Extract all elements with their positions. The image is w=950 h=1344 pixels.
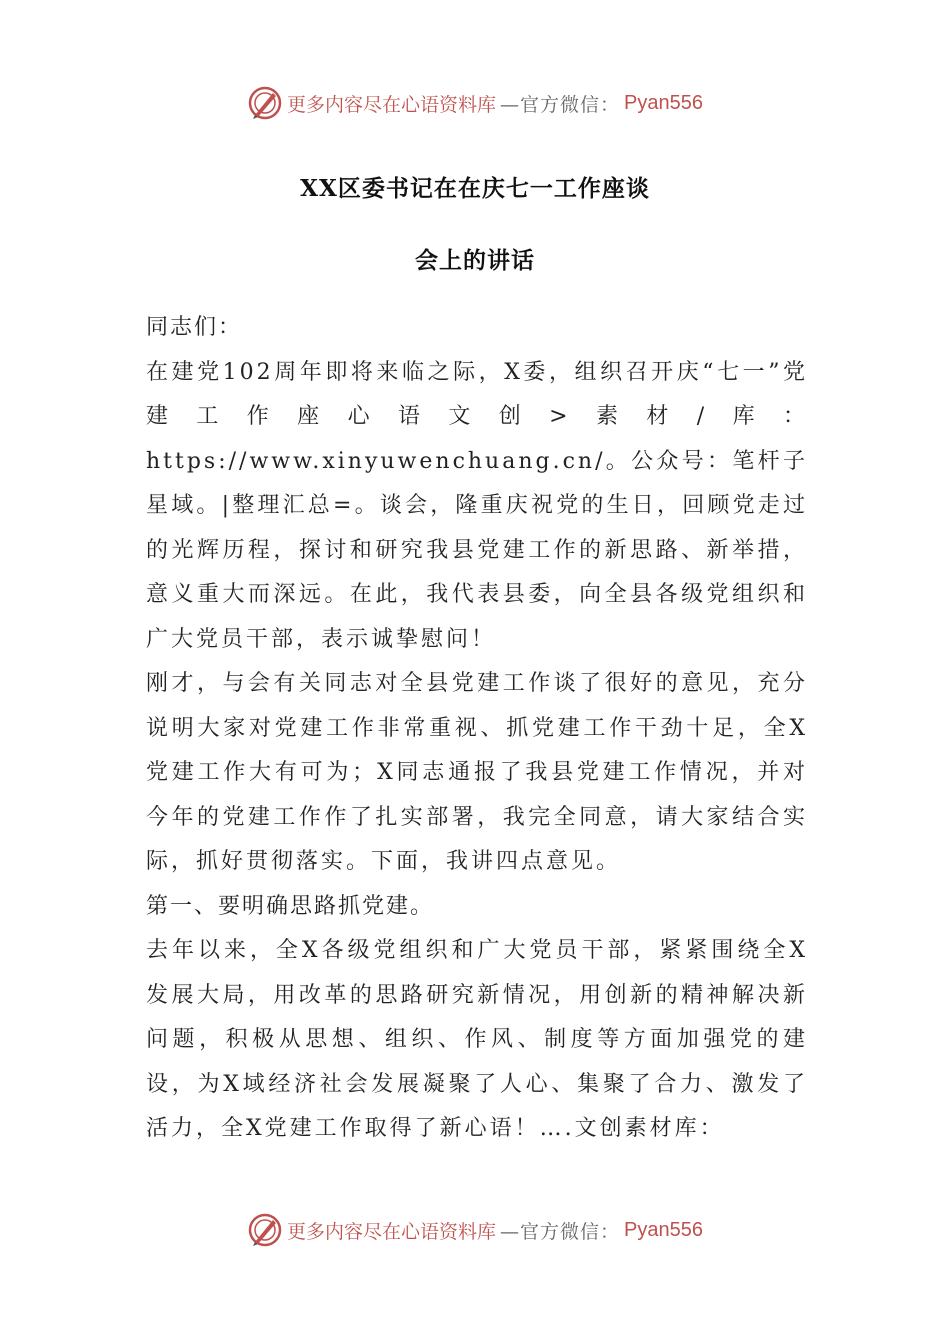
document-title-line1: XX区委书记在在庆七一工作座谈: [300, 175, 650, 202]
banner-official-text: —官方微信：: [500, 1220, 621, 1243]
footer-watermark-banner: [0, 1210, 950, 1250]
body-paragraph-1: 在建党102周年即将来临之际，X委，组织召开庆“七一”党建工作座心语文创>素材/库：https://www.xinyuwenchuang.cn/。公众号：笔杆子星域。|整理汇总=。谈会，隆重庆祝党的生日，回顾党走过的光辉历程，探讨和研究我县党建工作的新思路、新举措，意义重大而深远。在此，我代表县委，向全县各级党组织和广大党员干部，表示诚挚慰问！: [146, 359, 808, 652]
body-paragraph-2: 刚才，与会有关同志对全县党建工作谈了很好的意见，充分说明大家对党建工作非常重视、抓党建工作干劲十足，全X党建工作大有可为；X同志通报了我县党建工作情况，并对今年的党建工作作了扎实部署，我完全同意，请大家结合实际，抓好贯彻落实。下面，我讲四点意见。: [146, 671, 808, 874]
banner-wechat-id: Pyan556: [624, 1218, 703, 1241]
banner-brand-text: 更多内容尽在心语资料库: [287, 93, 497, 116]
header-watermark-banner: [0, 83, 950, 123]
pen-circle-logo-icon: [247, 85, 283, 121]
salutation-paragraph: 同志们：: [146, 315, 243, 340]
banner-wechat-id: Pyan556: [624, 91, 703, 114]
banner-official-text: —官方微信：: [500, 93, 621, 116]
document-body: [146, 306, 808, 1152]
body-paragraph-3: 去年以来，全X各级党组织和广大党员干部，紧紧围绕全X发展大局，用改革的思路研究新情况，用创新的精神解决新问题，积极从思想、组织、作风、制度等方面加强党的建设，为X域经济社会发展凝聚了人心、集聚了合力、激发了活力，全X党建工作取得了新心语！….文创素材库：: [146, 938, 808, 1141]
section-heading-1: 第一、要明确思路抓党建。: [146, 893, 435, 919]
banner-brand-text: 更多内容尽在心语资料库: [287, 1220, 497, 1243]
document-title-line2: 会上的讲话: [415, 247, 535, 274]
pen-circle-logo-icon: [247, 1212, 283, 1248]
